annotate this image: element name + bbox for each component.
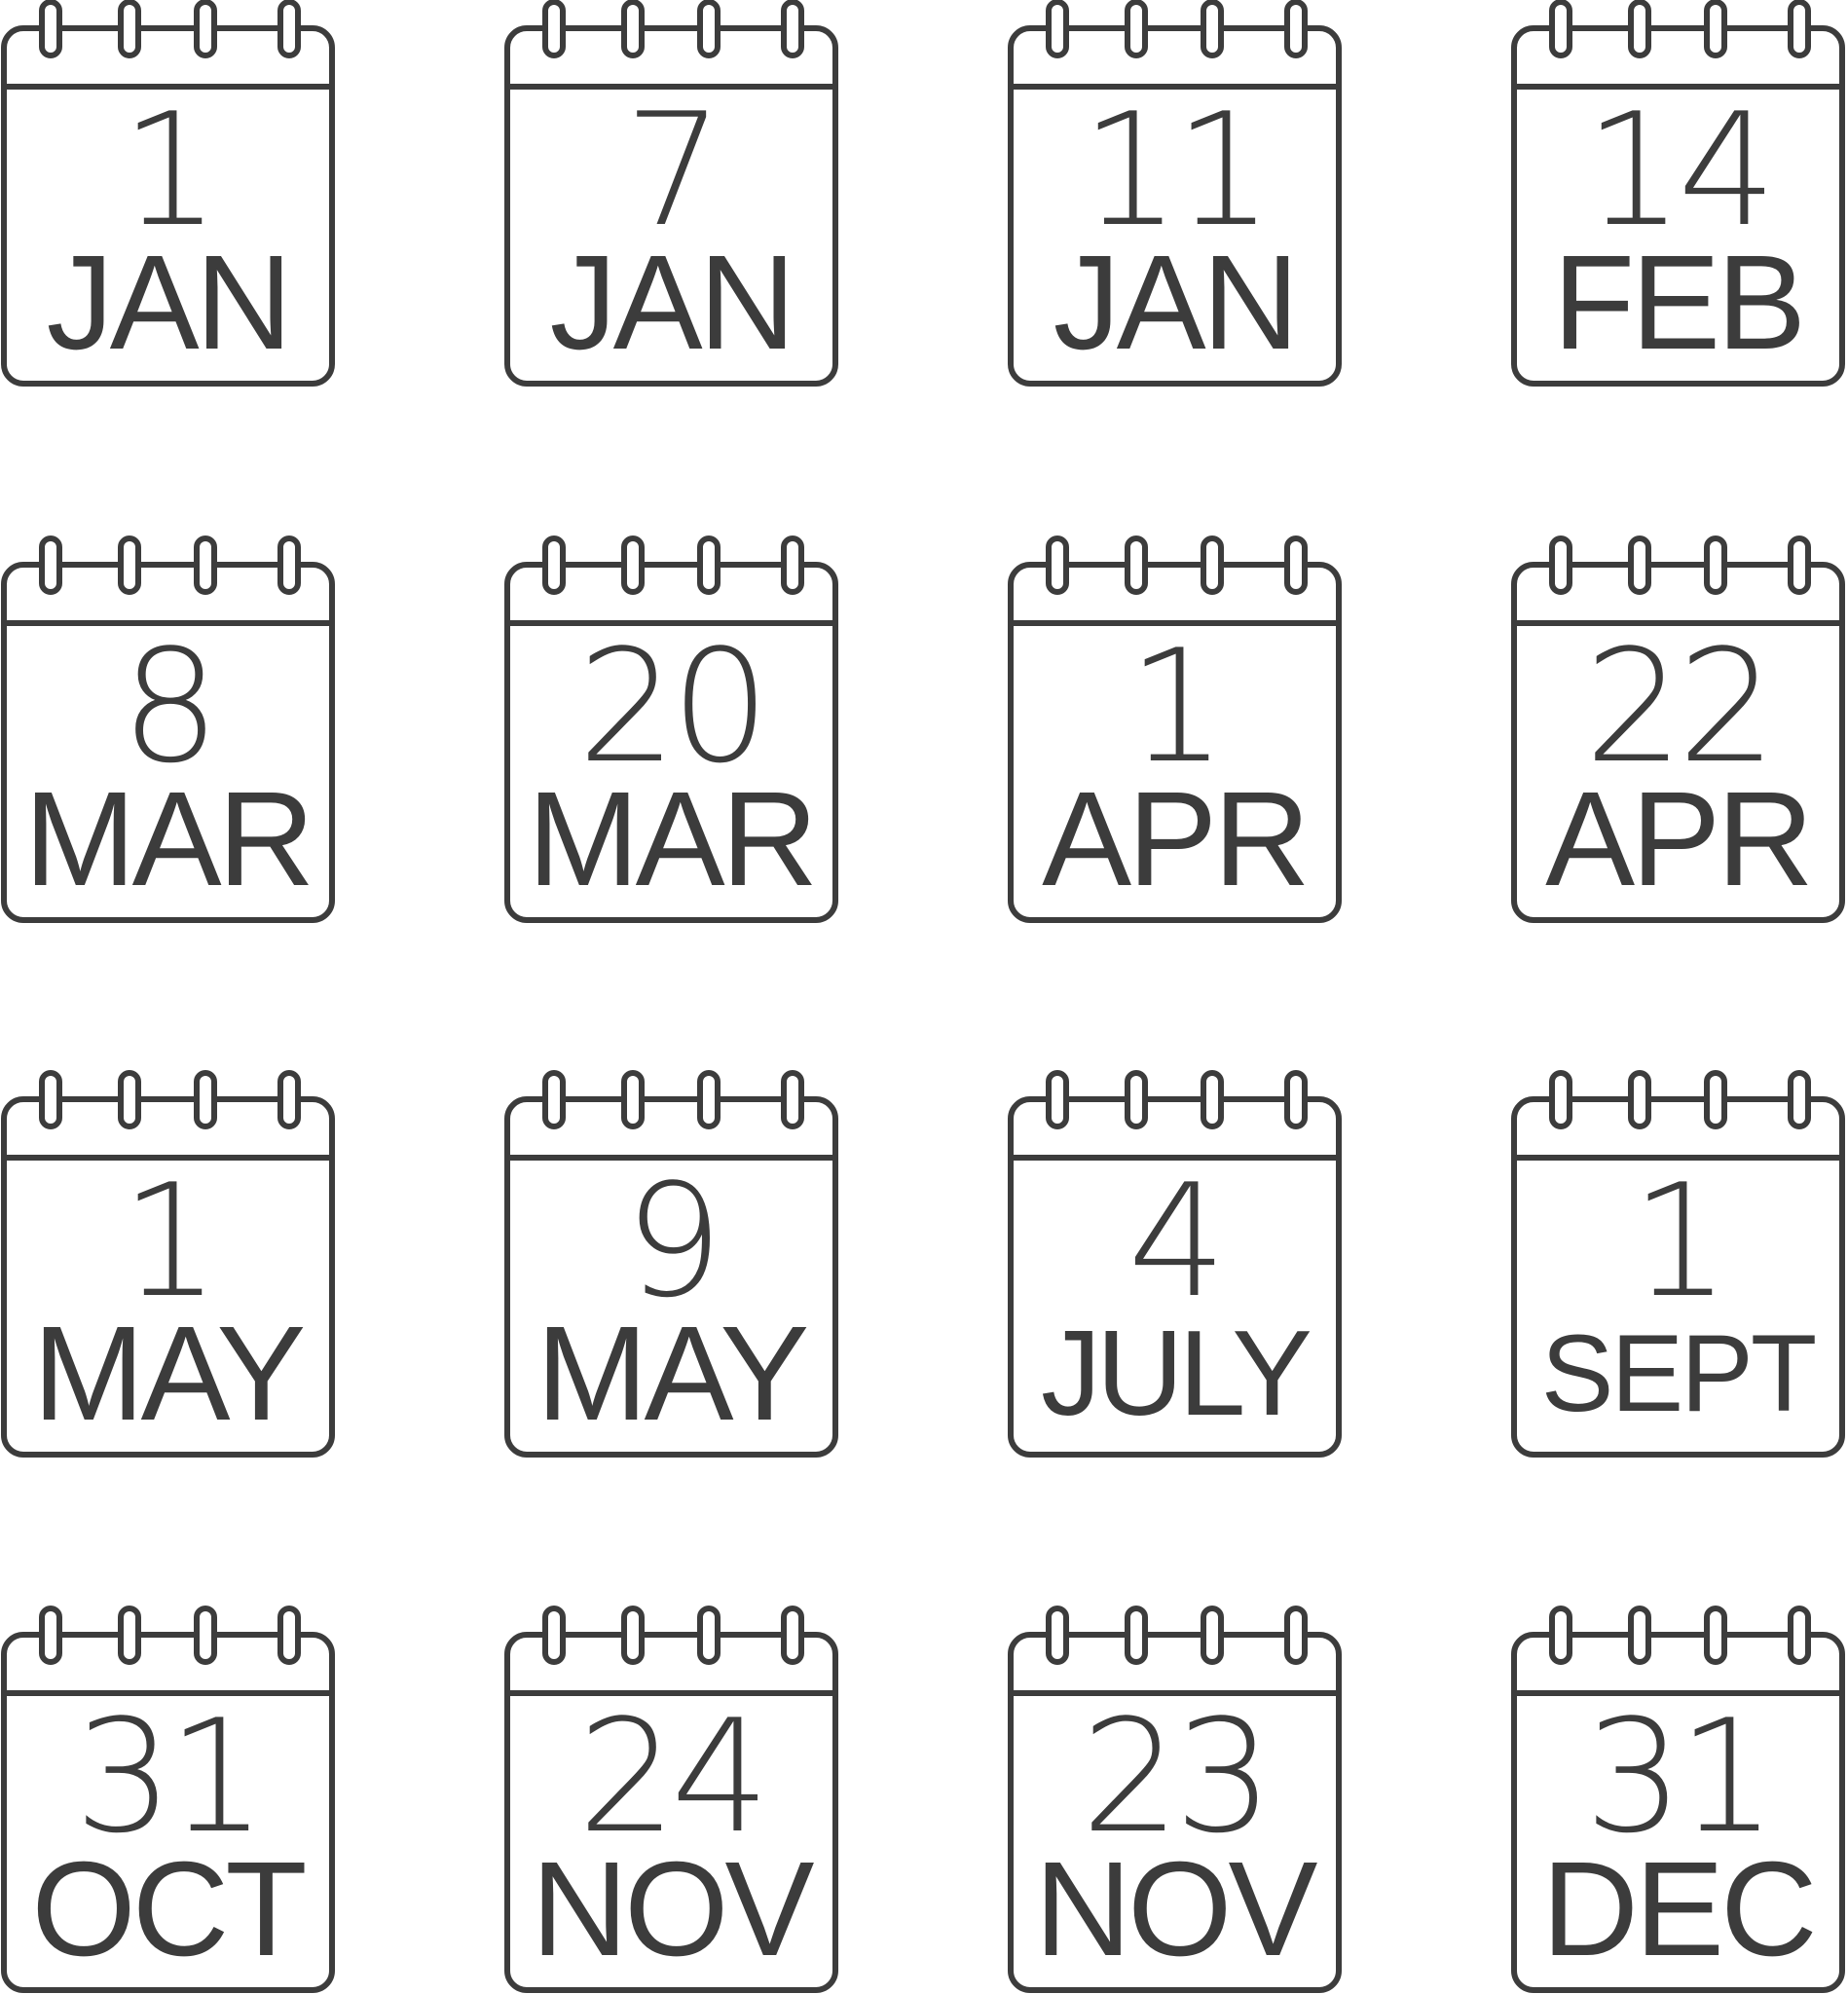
calendar-icon bbox=[0, 1606, 335, 1994]
calendar-icon bbox=[0, 0, 335, 388]
calendar-day: 9 bbox=[624, 1150, 718, 1332]
calendar-month: APR bbox=[1545, 764, 1810, 914]
binder-ring-icon bbox=[1631, 1073, 1648, 1126]
binder-ring-icon bbox=[280, 2, 298, 55]
binder-ring-icon bbox=[1287, 1608, 1305, 1662]
binder-ring-icon bbox=[1552, 1073, 1570, 1126]
binder-ring-icon bbox=[1791, 1608, 1808, 1662]
calendar-icon bbox=[1007, 1606, 1342, 1994]
binder-ring-icon bbox=[624, 1608, 642, 1662]
binder-ring-icon bbox=[545, 2, 563, 55]
binder-ring-icon bbox=[1127, 1073, 1145, 1126]
calendar-day: 24 bbox=[577, 1685, 764, 1867]
binder-ring-icon bbox=[1127, 2, 1145, 55]
binder-ring-icon bbox=[1707, 2, 1724, 55]
binder-ring-icon bbox=[1631, 1608, 1648, 1662]
binder-ring-icon bbox=[197, 538, 214, 592]
binder-ring-icon bbox=[784, 538, 801, 592]
binder-ring-icon bbox=[42, 1073, 59, 1126]
binder-ring-icon bbox=[280, 1608, 298, 1662]
binder-ring-icon bbox=[700, 1073, 718, 1126]
binder-ring-icon bbox=[784, 2, 801, 55]
binder-ring-icon bbox=[545, 1073, 563, 1126]
calendar-icon bbox=[503, 0, 838, 388]
calendar-month: FEB bbox=[1552, 228, 1803, 378]
binder-ring-icon bbox=[1203, 538, 1221, 592]
calendar-month: OCT bbox=[31, 1834, 304, 1984]
binder-ring-icon bbox=[1287, 1073, 1305, 1126]
calendar-month: JAN bbox=[549, 228, 793, 378]
calendar-day: 31 bbox=[74, 1685, 261, 1867]
calendar-month: MAR bbox=[527, 764, 815, 914]
binder-ring-icon bbox=[1707, 538, 1724, 592]
binder-ring-icon bbox=[1127, 1608, 1145, 1662]
calendar-icon bbox=[503, 1071, 838, 1459]
binder-ring-icon bbox=[700, 2, 718, 55]
calendar-day: 31 bbox=[1584, 1685, 1771, 1867]
binder-ring-icon bbox=[1791, 1073, 1808, 1126]
binder-ring-icon bbox=[624, 538, 642, 592]
calendar-day: 23 bbox=[1081, 1685, 1268, 1867]
binder-ring-icon bbox=[1552, 1608, 1570, 1662]
binder-ring-icon bbox=[784, 1073, 801, 1126]
calendar-day: 22 bbox=[1584, 615, 1771, 797]
binder-ring-icon bbox=[700, 1608, 718, 1662]
calendar-icon bbox=[503, 1606, 838, 1994]
binder-ring-icon bbox=[545, 538, 563, 592]
calendar-icon bbox=[1510, 536, 1845, 924]
calendar-month: APR bbox=[1042, 764, 1307, 914]
calendar-month: MAY bbox=[32, 1299, 303, 1449]
binder-ring-icon bbox=[42, 538, 59, 592]
calendar-month: SEPT bbox=[1540, 1312, 1815, 1434]
calendar-day: 8 bbox=[121, 615, 214, 797]
calendar-month: JAN bbox=[46, 228, 289, 378]
calendar-day: 7 bbox=[624, 79, 718, 261]
binder-ring-icon bbox=[42, 2, 59, 55]
binder-ring-icon bbox=[197, 2, 214, 55]
binder-ring-icon bbox=[1203, 1073, 1221, 1126]
calendar-day: 1 bbox=[1631, 1150, 1724, 1332]
binder-ring-icon bbox=[121, 538, 138, 592]
binder-ring-icon bbox=[121, 2, 138, 55]
binder-ring-icon bbox=[1287, 538, 1305, 592]
binder-ring-icon bbox=[700, 538, 718, 592]
binder-ring-icon bbox=[1791, 538, 1808, 592]
calendar-day: 1 bbox=[121, 79, 214, 261]
binder-ring-icon bbox=[121, 1073, 138, 1126]
binder-ring-icon bbox=[1049, 538, 1066, 592]
calendar-icon bbox=[503, 536, 838, 924]
calendar-day: 1 bbox=[1127, 615, 1221, 797]
binder-ring-icon bbox=[624, 1073, 642, 1126]
calendar-icon bbox=[1007, 1071, 1342, 1459]
calendar-day: 11 bbox=[1081, 79, 1268, 261]
binder-ring-icon bbox=[1203, 1608, 1221, 1662]
binder-ring-icon bbox=[1707, 1608, 1724, 1662]
binder-ring-icon bbox=[1049, 1608, 1066, 1662]
calendar-icon bbox=[0, 1071, 335, 1459]
binder-ring-icon bbox=[1203, 2, 1221, 55]
calendar-icon bbox=[1007, 0, 1342, 388]
binder-ring-icon bbox=[1707, 1073, 1724, 1126]
binder-ring-icon bbox=[1049, 1073, 1066, 1126]
binder-ring-icon bbox=[1552, 2, 1570, 55]
binder-ring-icon bbox=[1631, 538, 1648, 592]
binder-ring-icon bbox=[784, 1608, 801, 1662]
calendar-day: 1 bbox=[121, 1150, 214, 1332]
calendar-icon bbox=[1007, 536, 1342, 924]
calendar-day: 4 bbox=[1127, 1150, 1221, 1332]
calendar-icon bbox=[0, 536, 335, 924]
binder-ring-icon bbox=[1049, 2, 1066, 55]
calendar-icon bbox=[1510, 0, 1845, 388]
calendar-month: DEC bbox=[1541, 1834, 1814, 1984]
calendar-day: 14 bbox=[1584, 79, 1771, 261]
binder-ring-icon bbox=[1127, 538, 1145, 592]
calendar-icon bbox=[1510, 1071, 1845, 1459]
binder-ring-icon bbox=[1631, 2, 1648, 55]
binder-ring-icon bbox=[1791, 2, 1808, 55]
calendar-month: JAN bbox=[1053, 228, 1296, 378]
binder-ring-icon bbox=[624, 2, 642, 55]
binder-ring-icon bbox=[280, 538, 298, 592]
binder-ring-icon bbox=[197, 1608, 214, 1662]
binder-ring-icon bbox=[197, 1073, 214, 1126]
binder-ring-icon bbox=[280, 1073, 298, 1126]
binder-ring-icon bbox=[545, 1608, 563, 1662]
binder-ring-icon bbox=[1287, 2, 1305, 55]
binder-ring-icon bbox=[42, 1608, 59, 1662]
calendar-month: MAR bbox=[23, 764, 312, 914]
binder-ring-icon bbox=[1552, 538, 1570, 592]
calendar-month: JULY bbox=[1040, 1307, 1308, 1441]
calendar-month: NOV bbox=[531, 1834, 811, 1984]
calendar-day: 20 bbox=[577, 615, 764, 797]
calendar-icon bbox=[1510, 1606, 1845, 1994]
calendar-month: NOV bbox=[1034, 1834, 1314, 1984]
binder-ring-icon bbox=[121, 1608, 138, 1662]
calendar-month: MAY bbox=[536, 1299, 806, 1449]
